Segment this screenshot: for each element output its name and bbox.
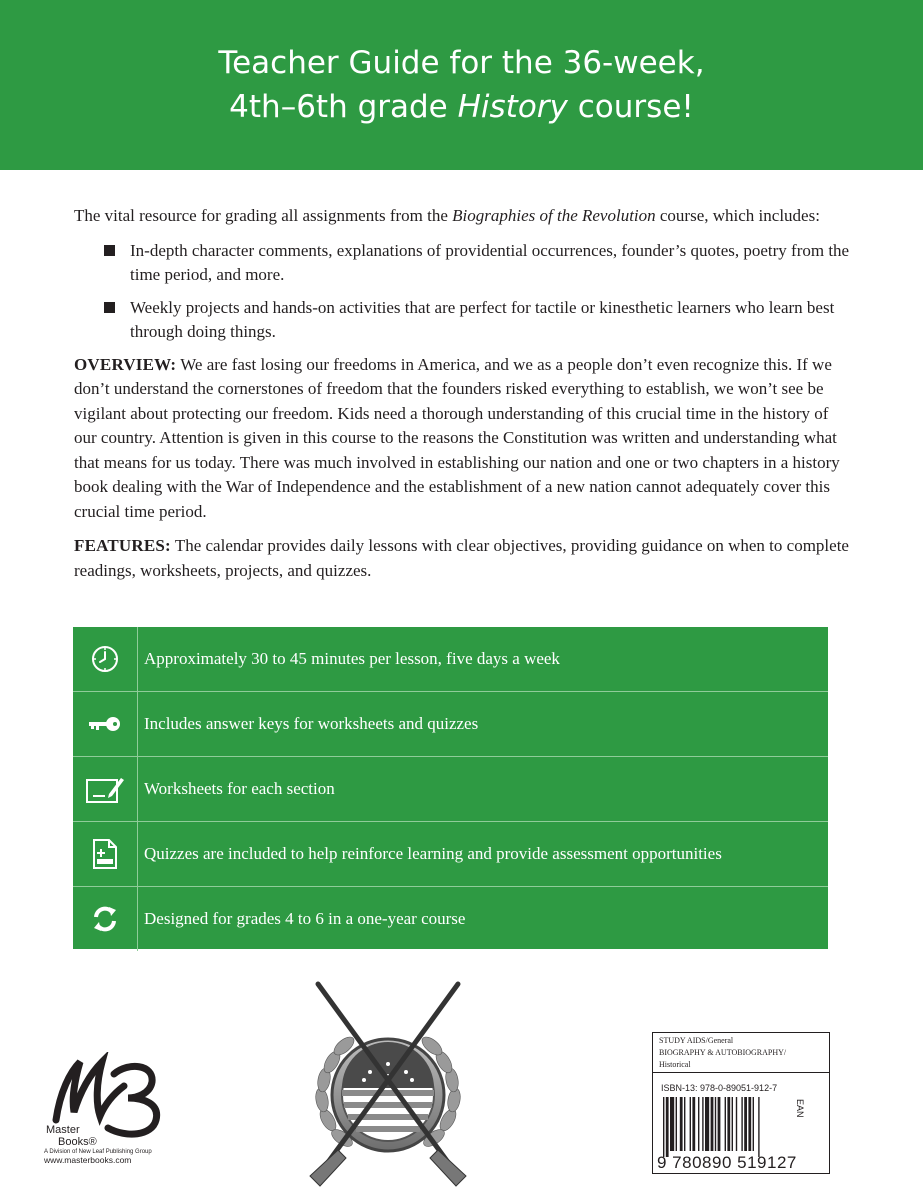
clock-icon (73, 627, 138, 691)
quiz-document-icon (73, 822, 138, 886)
barcode-icon (663, 1097, 799, 1157)
barcode-bar (676, 1097, 677, 1151)
barcode-bar (692, 1097, 695, 1151)
publisher-division: A Division of New Leaf Publishing Group (44, 1149, 152, 1155)
barcode-bar (711, 1097, 714, 1151)
worksheet-pencil-icon (73, 757, 138, 821)
banner-line-2-suffix: course! (567, 89, 694, 125)
overview-paragraph (74, 353, 850, 525)
barcode-bar (718, 1097, 721, 1151)
features-paragraph (74, 534, 850, 583)
intro-prefix: The vital resource for grading all assignments from the (74, 206, 453, 225)
barcode-bar (758, 1097, 759, 1157)
bullet-square-icon (104, 245, 115, 256)
ean-label: EAN (795, 1099, 805, 1118)
barcode-bar (690, 1097, 691, 1151)
features-table (73, 627, 828, 949)
feature-text: Approximately 30 to 45 minutes per lesson, five days a week (144, 649, 560, 668)
barcode-bar (670, 1097, 674, 1151)
barcode-bar (684, 1097, 685, 1151)
barcode-bar (702, 1097, 703, 1151)
publisher-logo (44, 1052, 204, 1164)
banner-subject: History (457, 89, 568, 125)
course-title: Biographies of the Revolution (452, 206, 656, 225)
barcode-number: 9 780890 519127 (657, 1153, 797, 1172)
cycle-arrows-icon (73, 887, 138, 951)
barcode-bar (748, 1097, 751, 1151)
features-text: The calendar provides daily lessons with clear objectives, providing guidance on when to complete readings, worksheets, projects, and quizzes. (74, 536, 849, 580)
bullet-text: In-depth character comments, explanations of providential occurrences, founder’s quotes, poetry from the time period, and more. (130, 240, 850, 284)
barcode-bar (666, 1097, 669, 1157)
description (74, 204, 850, 593)
feature-row (73, 627, 828, 691)
feature-text: Includes answer keys for worksheets and quizzes (144, 714, 479, 733)
isbn-label: ISBN-13: 978-0-89051-912-7 (661, 1083, 778, 1093)
key-icon (73, 692, 138, 756)
banner-line-2 (229, 85, 694, 129)
barcode-bar (698, 1097, 699, 1151)
barcode-bar (725, 1097, 726, 1151)
subject-category (653, 1033, 829, 1073)
title-banner (0, 0, 923, 170)
publisher-name-line2: Books® (58, 1136, 97, 1148)
features-label: FEATURES: (74, 536, 171, 555)
category-line: Historical (659, 1060, 691, 1069)
barcode-bar (744, 1097, 747, 1151)
barcode-box (652, 1032, 830, 1174)
bullet-text: Weekly projects and hands-on activities that are perfect for tactile or kinesthetic learners who learn best through doing things. (130, 297, 835, 341)
intro-paragraph (74, 204, 850, 229)
bullet-square-icon (104, 302, 115, 313)
feature-row (73, 757, 828, 821)
publisher-name-line1: Master (46, 1124, 80, 1136)
banner-line-2-prefix: 4th–6th grade (229, 89, 458, 125)
feature-row (73, 692, 828, 756)
feature-text: Designed for grades 4 to 6 in a one-year course (144, 909, 466, 928)
category-line: BIOGRAPHY & AUTOBIOGRAPHY/ (659, 1048, 787, 1057)
feature-row (73, 822, 828, 886)
barcode-bar (727, 1097, 730, 1151)
barcode-bar (663, 1097, 664, 1157)
overview-label: OVERVIEW: (74, 354, 177, 374)
intro-suffix: course, which includes: (655, 206, 820, 225)
barcode-bar (753, 1097, 754, 1151)
publisher-website: www.masterbooks.com (44, 1155, 132, 1165)
category-line: STUDY AIDS/General (659, 1036, 734, 1045)
feature-text: Worksheets for each section (144, 779, 335, 798)
barcode-bar (736, 1097, 737, 1151)
crossed-muskets-emblem-icon (298, 980, 478, 1190)
barcode-bar (732, 1097, 733, 1151)
bullet-item (74, 239, 850, 288)
overview-text: We are fast losing our freedoms in America, and we as a people don’t even recognize this. If we don’t understand the cornerstones of freedom that the founders risked everything to establish, we won’t see be vigilant about protecting our freedom. Kids need a thorough understanding of this crucial time in the history of our country. Attention is given in this course to the reasons the Constitution was written and understanding what that means for us today. There was much involved in establishing our nation and one or two chapters in a history book dealing with the War of Independence and the establishment of a new nation cannot adequately cover this crucial time period. (74, 354, 840, 521)
barcode-bar (715, 1097, 716, 1151)
bullet-item (74, 296, 850, 345)
feature-row (73, 887, 828, 951)
feature-text: Quizzes are included to help reinforce learning and provide assessment opportunities (144, 844, 722, 863)
barcode-bar (680, 1097, 683, 1151)
bullet-list (74, 239, 850, 345)
barcode-bar (741, 1097, 742, 1151)
banner-line-1: Teacher Guide for the 36-week, (218, 45, 705, 81)
barcode-bar (705, 1097, 709, 1151)
